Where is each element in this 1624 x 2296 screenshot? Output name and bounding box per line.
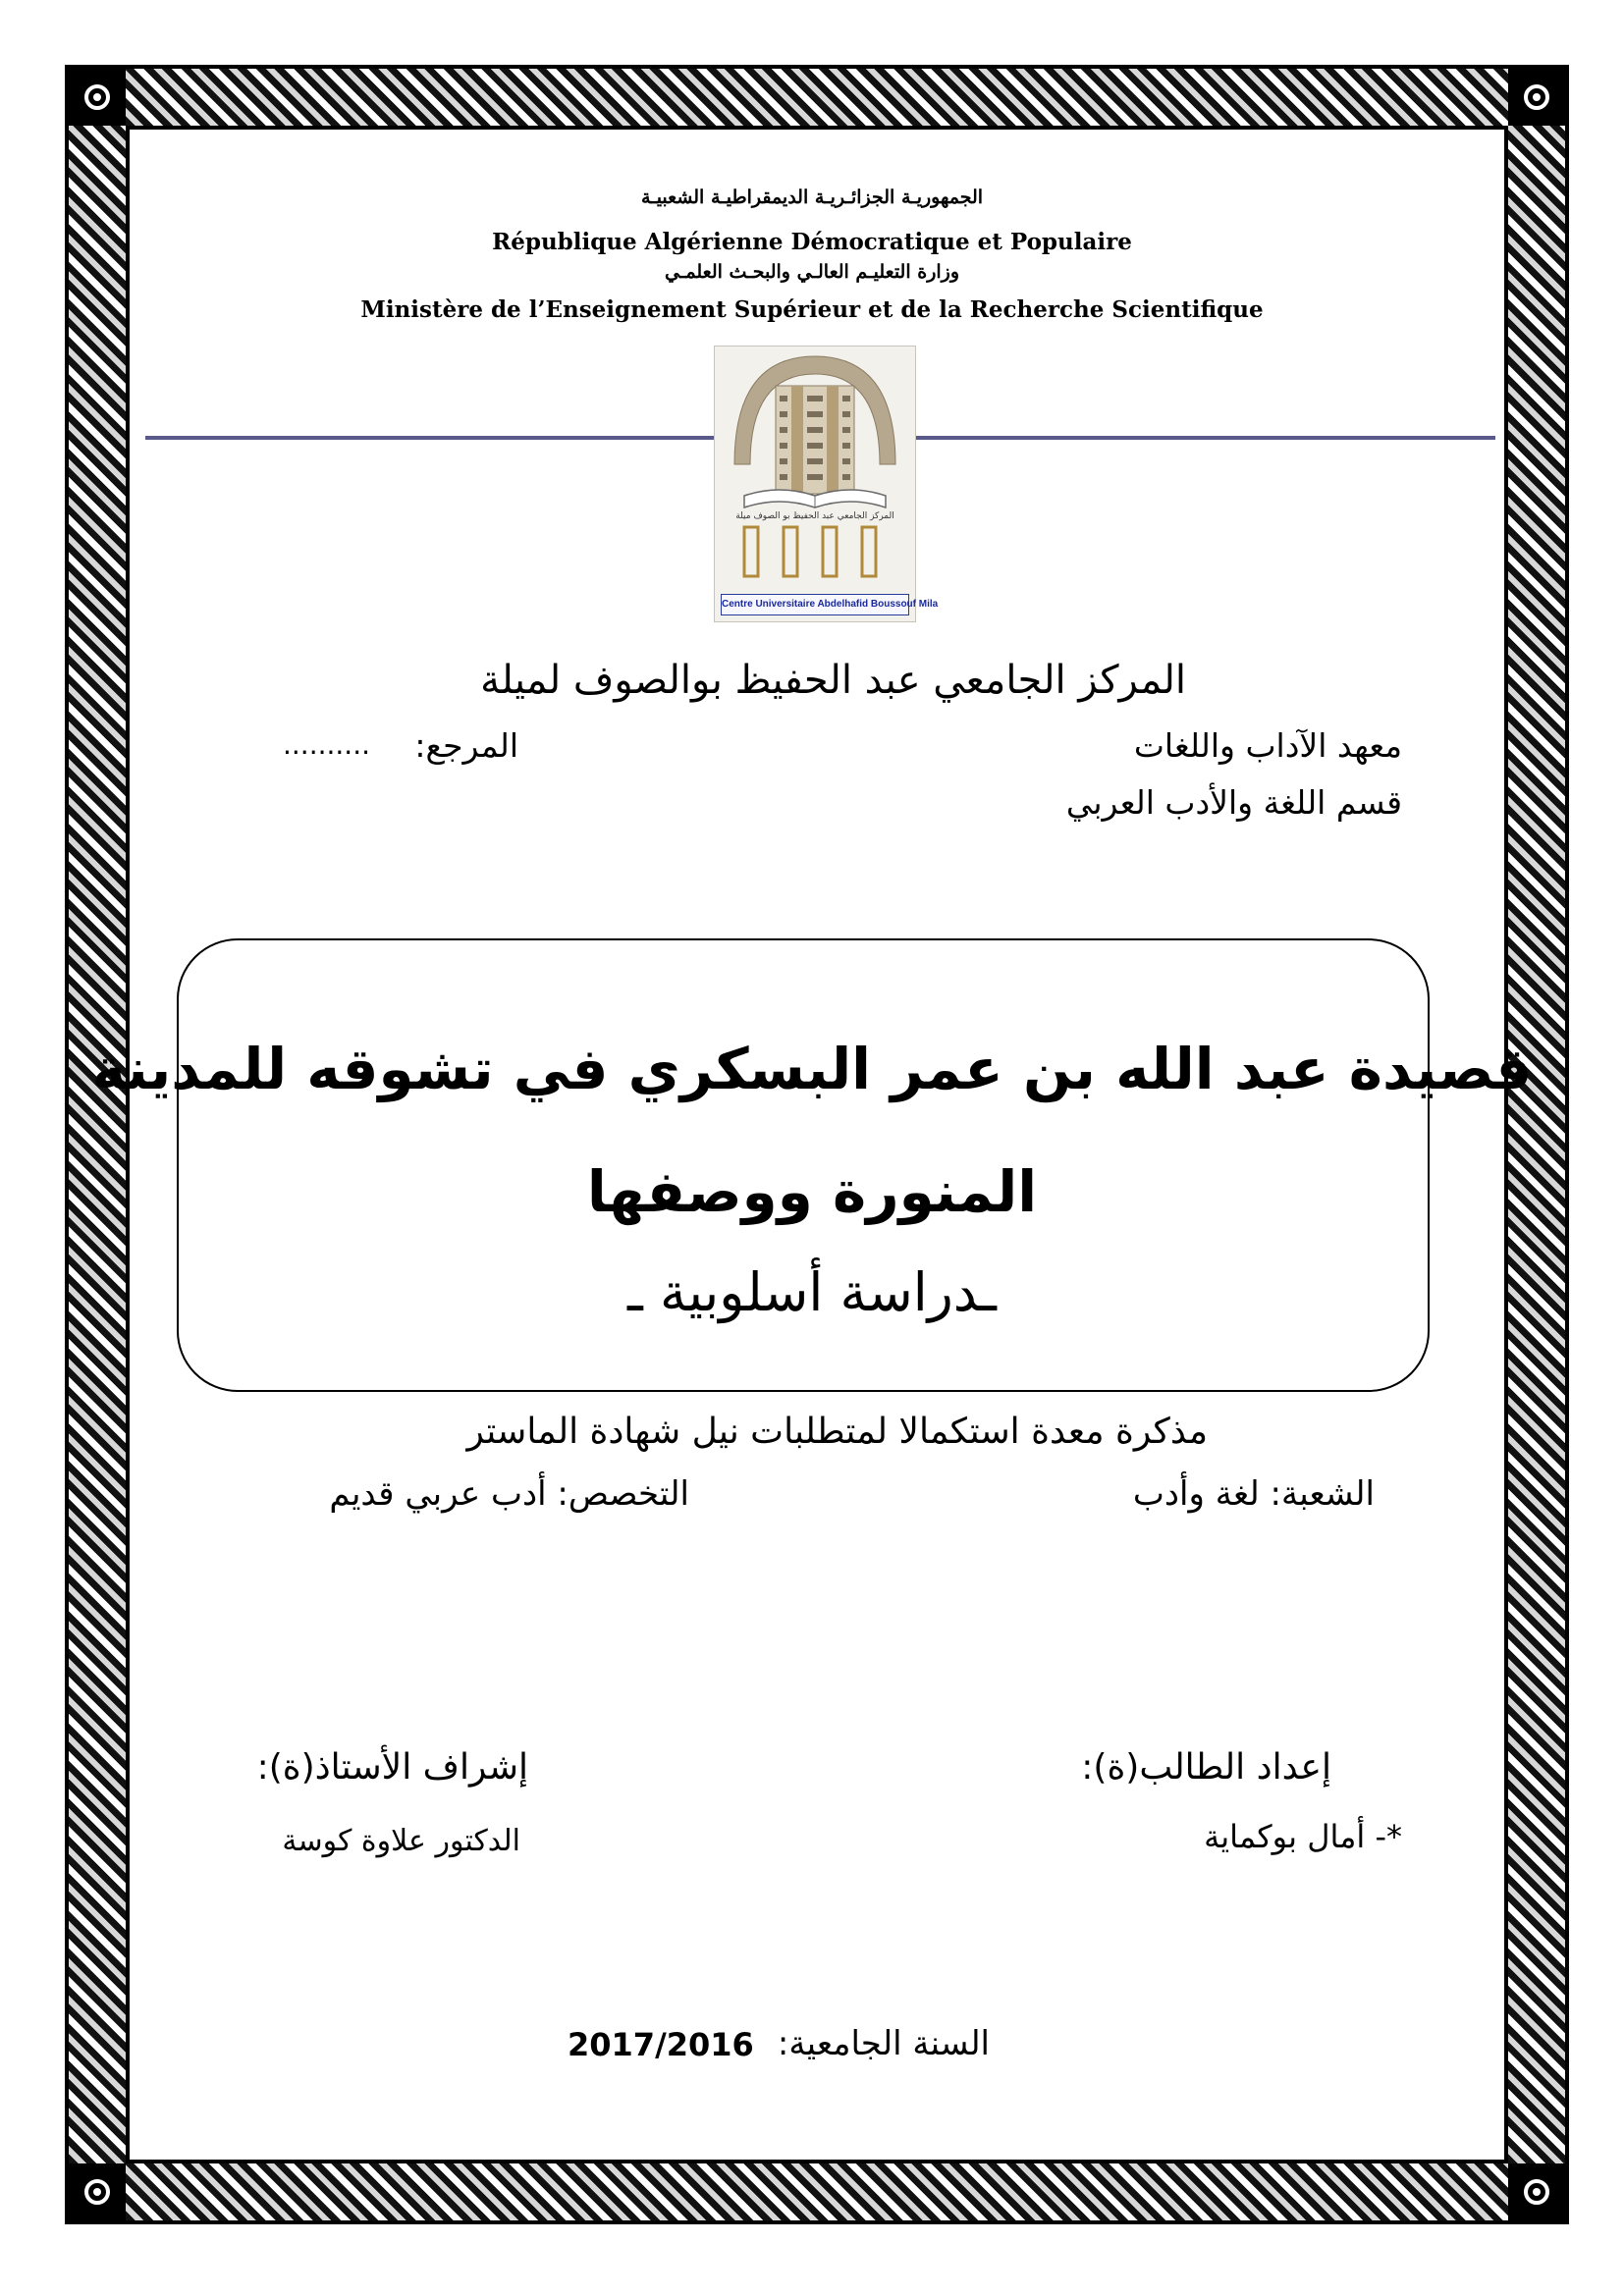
thesis-subtitle: ـدراسة أسلوبية ـ bbox=[627, 1261, 997, 1323]
academic-year-value: 2017/2016 bbox=[568, 2026, 754, 2063]
university-center-name: المركز الجامعي عبد الحفيظ بوالصوف لميلة bbox=[480, 658, 1186, 703]
supervisor-name: الدكتور علاوة كوسة bbox=[282, 1824, 520, 1858]
corner-ornament-icon bbox=[1508, 2163, 1565, 2220]
university-logo bbox=[714, 346, 939, 622]
republic-arabic: الجمهوريـة الجزائـريـة الديمقراطيـة الشعبيـة bbox=[640, 187, 984, 208]
student-label: إعداد الطالب(ة): bbox=[1081, 1747, 1331, 1788]
thesis-title-line-1: قصيدة عبد الله بن عمر البسكري في تشوقه للمدينة bbox=[91, 1036, 1533, 1102]
republic-french: République Algérienne Démocratique et Populaire bbox=[492, 229, 1132, 255]
ministry-french: Ministère de l’Enseignement Supérieur et de la Recherche Scientifique bbox=[360, 296, 1264, 323]
supervisor-label: إشراف الأستاذ(ة): bbox=[256, 1747, 528, 1788]
building-icon bbox=[715, 347, 915, 592]
memo-description: مذكرة معدة استكمالا لمتطلبات نيل شهادة الماستر bbox=[466, 1412, 1208, 1452]
branch: الشعبة: لغة وأدب bbox=[1132, 1474, 1375, 1514]
reference-value: .......... bbox=[283, 728, 371, 761]
header-rule-right bbox=[914, 436, 1495, 440]
corner-ornament-icon bbox=[1508, 69, 1565, 126]
ministry-arabic: وزارة التعليـم العالـي والبحـث العلمـي bbox=[664, 261, 959, 283]
specialty: التخصص: أدب عربي قديم bbox=[329, 1474, 689, 1514]
corner-ornament-icon bbox=[69, 2163, 126, 2220]
institute-name: معهد الآداب واللغات bbox=[1133, 726, 1402, 765]
student-name: *- أمال بوكماية bbox=[1204, 1818, 1402, 1855]
corner-ornament-icon bbox=[69, 69, 126, 126]
reference-label: المرجع: bbox=[414, 726, 518, 765]
academic-year-label: السنة الجامعية: bbox=[777, 2024, 990, 2063]
logo-arabic-inscription: المركز الجامعي عبد الحفيظ بو الصوف ميلة bbox=[735, 511, 894, 521]
header-rule-left bbox=[145, 436, 714, 440]
logo-caption: Centre Universitaire Abdelhafid Boussouf Mila bbox=[721, 594, 909, 615]
thesis-title-line-2: المنورة ووصفها bbox=[586, 1158, 1038, 1225]
department-name: قسم اللغة والأدب العربي bbox=[1065, 783, 1402, 822]
